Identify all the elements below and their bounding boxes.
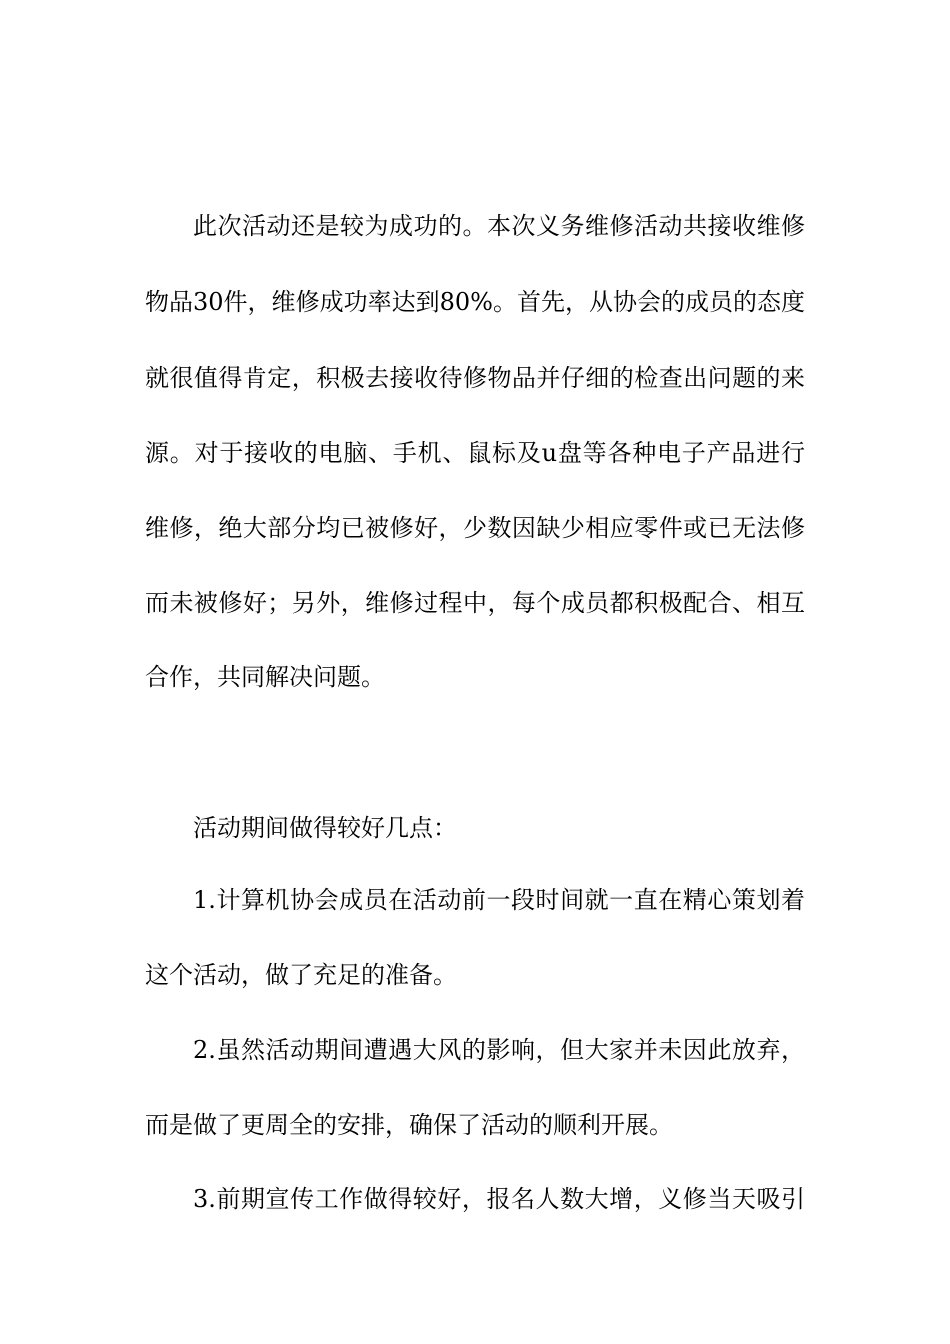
paragraph-line: 维修，绝大部分均已被修好，少数因缺少相应零件或已无法修	[145, 514, 805, 542]
paragraph-line: 物品30件，维修成功率达到80%。首先，从协会的成员的态度	[145, 288, 805, 316]
paragraph-line: 而未被修好；另外，维修过程中，每个成员都积极配合、相互	[145, 589, 805, 617]
section-heading: 活动期间做得较好几点：	[193, 814, 457, 842]
paragraph-line: 此次活动还是较为成功的。本次义务维修活动共接收维修	[193, 212, 805, 240]
list-item-line: 1.计算机协会成员在活动前一段时间就一直在精心策划着	[193, 886, 805, 914]
list-item-line: 这个活动，做了充足的准备。	[145, 961, 457, 989]
list-item-line: 2.虽然活动期间遭遇大风的影响，但大家并未因此放弃，	[193, 1036, 805, 1064]
list-item-line: 3.前期宣传工作做得较好，报名人数大增，义修当天吸引	[193, 1185, 805, 1213]
paragraph-line: 合作，共同解决问题。	[145, 663, 385, 691]
list-item-line: 而是做了更周全的安排，确保了活动的顺利开展。	[145, 1111, 673, 1139]
paragraph-line: 源。对于接收的电脑、手机、鼠标及u盘等各种电子产品进行	[145, 439, 805, 467]
paragraph-line: 就很值得肯定，积极去接收待修物品并仔细的检查出问题的来	[145, 364, 805, 392]
